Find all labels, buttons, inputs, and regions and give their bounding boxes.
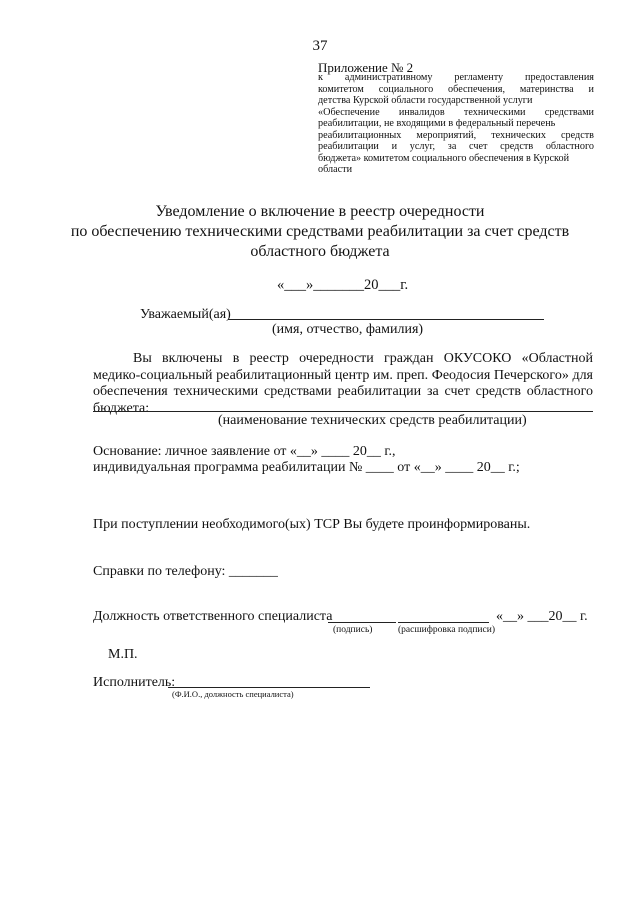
annex-line: бюджета» комитетом социального обеспечения в Курской — [318, 152, 570, 164]
annex-body — [318, 72, 594, 176]
signature-caption: (подпись) — [333, 625, 373, 635]
basis-program: индивидуальная программа реабилитации № ____ от «__» ____ 20__ г.; — [93, 460, 520, 475]
position-label: Должность ответственного специалиста — [93, 609, 333, 624]
recipient-name-line — [228, 319, 544, 320]
signature-line — [328, 622, 396, 623]
ready-notice: При поступлении необходимого(ых) ТСР Вы будете проинформированы. — [93, 517, 531, 532]
annex-title: Приложение № 2 — [318, 60, 414, 75]
title-line: Уведомление о включение в реестр очередности — [155, 203, 485, 220]
stamp-place: М.П. — [108, 647, 138, 662]
recipient-name-caption: (имя, отчество, фамилия) — [272, 322, 424, 337]
executor-label: Исполнитель: — [93, 675, 176, 690]
executor-line — [168, 687, 370, 688]
phone-info: Справки по телефону: _______ — [93, 564, 278, 579]
paragraph-text: Вы включены в реестр очередности граждан ОКУСОКО «Областной медико-социальный реабилитационный центр им. преп. Феодосия Печерского» для обеспечения техническими средствами реабилитации за счет средств областного бюджета: — [93, 351, 593, 416]
decoding-caption: (расшифровка подписи) — [398, 625, 495, 635]
tsr-caption: (наименование технических средств реабилитации) — [218, 413, 527, 428]
annex-line: «Обеспечение инвалидов техническими средствами — [318, 106, 594, 118]
annex-line: реабилитационных мероприятий, технических средств — [318, 129, 594, 141]
decoding-line — [398, 622, 489, 623]
title-line: областного бюджета — [250, 243, 390, 260]
annex-line: к административному регламенту предоставления — [318, 72, 594, 83]
main-paragraph — [93, 351, 593, 417]
position-date: «__» ___20__ г. — [496, 609, 588, 624]
title-line: по обеспечению техническими средствами реабилитации за счет средств — [70, 223, 570, 240]
greeting-label: Уважаемый(ая) — [140, 307, 231, 322]
annex-line: реабилитации, не входящими в федеральный перечень — [318, 118, 556, 129]
annex-line: реабилитации и услуг, за счет средств областного — [318, 141, 594, 152]
executor-caption: (Ф.И.О., должность специалиста) — [172, 689, 294, 699]
annex-line: комитетом социального обеспечения, материнства и — [318, 83, 594, 95]
page-number: 37 — [312, 38, 328, 54]
notice-date: «___»_______20___г. — [277, 277, 409, 293]
tsr-name-line — [93, 411, 593, 412]
annex-line: области — [318, 164, 353, 175]
annex-line: детства Курской области государственной услуги — [318, 95, 533, 106]
basis-application: Основание: личное заявление от «__» ____ 20__ г., — [93, 444, 396, 459]
